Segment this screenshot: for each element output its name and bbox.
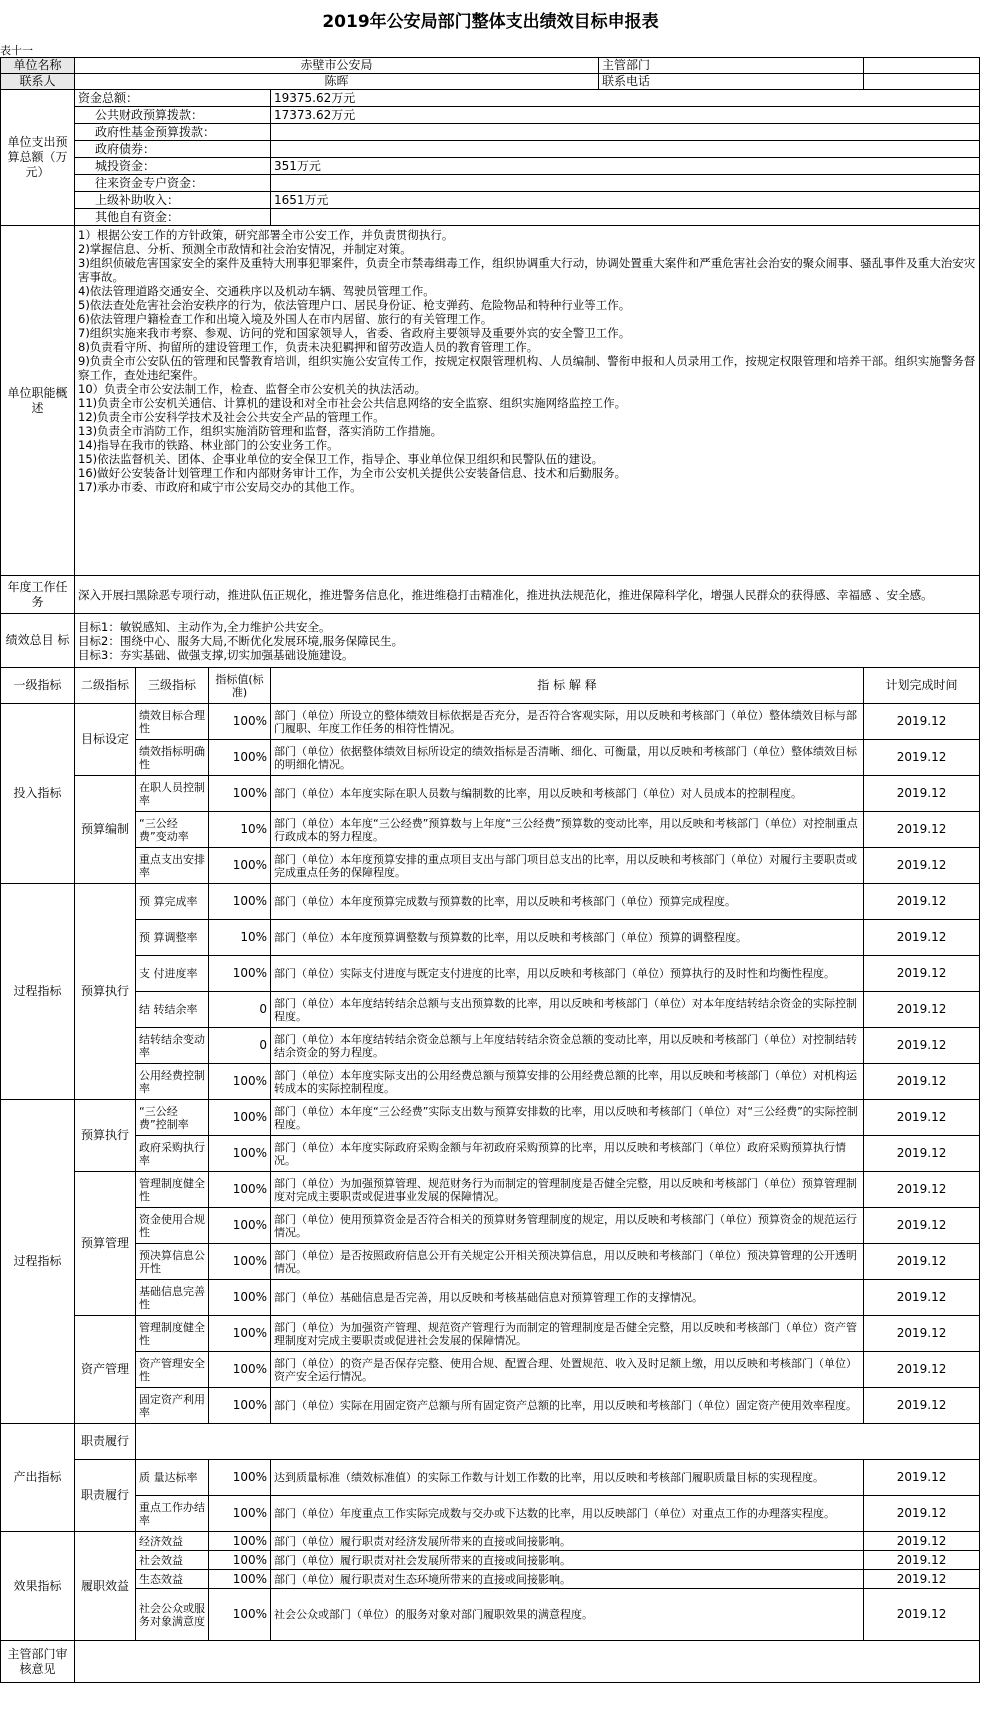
- indicator-name: “三公经费”控制率: [136, 1100, 209, 1136]
- indicator-date: 2019.12: [864, 992, 980, 1028]
- indicator-value: 100%: [209, 1496, 271, 1532]
- budget-row-value: [271, 175, 980, 192]
- header-value: 指标值(标准): [209, 668, 271, 704]
- indicator-value: 0: [209, 992, 271, 1028]
- indicator-name: 资产管理安全性: [136, 1352, 209, 1388]
- indicator-explain: 部门（单位）本年度预算完成数与预算数的比率，用以反映和考核部门（单位）预算完成程度。: [271, 884, 864, 920]
- indicator-date: 2019.12: [864, 1064, 980, 1100]
- duty-item: 13)负责全市消防工作，组织实施消防管理和监督，落实消防工作措施。: [78, 424, 443, 438]
- indicator-explain: 部门（单位）本年度实际在职人员数与编制数的比率，用以反映和考核部门（单位）对人员成本的控制程度。: [271, 776, 864, 812]
- indicator-explain: 部门（单位）使用预算资金是否符合相关的预算财务管理制度的规定，用以反映和考核部门（单位）预算资金的规范运行情况。: [271, 1208, 864, 1244]
- duty-item: 12)负责全市公安科学技术及社会公共安全产品的管理工作。: [78, 410, 385, 424]
- indicator-name: 预 算调整率: [136, 920, 209, 956]
- level1-process: 过程指标: [1, 884, 75, 1100]
- indicator-explain: 部门（单位）实际支付进度与既定支付进度的比率，用以反映和考核部门（单位）预算执行的及时性和均衡性程度。: [271, 956, 864, 992]
- indicator-value: 100%: [209, 884, 271, 920]
- indicator-name: 绩效指标明确性: [136, 740, 209, 776]
- level1-effect: 效果指标: [1, 1532, 75, 1641]
- supervisor-value: [864, 58, 980, 74]
- indicator-value: 10%: [209, 920, 271, 956]
- budget-row-label: 往来资金专户资金：: [75, 175, 271, 192]
- indicator-name: 结转结余变动率: [136, 1028, 209, 1064]
- indicator-name: 社会公众或服务对象满意度: [136, 1589, 209, 1641]
- budget-row-label: 资金总额：: [75, 90, 271, 107]
- budget-label: 单位支出预算总额（万元）: [1, 90, 75, 226]
- indicator-name: 质 量达标率: [136, 1460, 209, 1496]
- indicator-value: 100%: [209, 1208, 271, 1244]
- duty-item: 4)依法管理道路交通安全、交通秩序以及机动车辆、驾驶员管理工作。: [78, 284, 435, 298]
- duty-item: 11)负责全市公安机关通信、计算机的建设和对全市社会公共信息网络的安全监察、组织实施网络监控工作。: [78, 396, 627, 410]
- indicator-date: 2019.12: [864, 1316, 980, 1352]
- indicator-name: 重点工作办结率: [136, 1496, 209, 1532]
- indicator-explain: 部门（单位）履行职责对生态环境所带来的直接或间接影响。: [271, 1570, 864, 1589]
- indicator-name: 社会效益: [136, 1551, 209, 1570]
- indicator-value: 100%: [209, 1388, 271, 1424]
- indicator-explain: 部门（单位）的资产是否保存完整、使用合规、配置合理、处置规范、收入及时足额上缴，用以反映和考核部门（单位）资产安全运行情况。: [271, 1352, 864, 1388]
- indicator-explain: 部门（单位）本年度预算安排的重点项目支出与部门项目总支出的比率，用以反映和考核部门（单位）对履行主要职责或完成重点任务的保障程度。: [271, 848, 864, 884]
- indicator-explain: 部门（单位）所设立的整体绩效目标依据是否充分，是否符合客观实际，用以反映和考核部门（单位）整体绩效目标与部门履职、年度工作任务的相符性情况。: [271, 704, 864, 740]
- duty-item: 16)做好公安装备计划管理工作和内部财务审计工作，为全市公安机关提供公安装备信息、技术和后勤服务。: [78, 466, 627, 480]
- indicator-value: 100%: [209, 1064, 271, 1100]
- level2-budget-exec-2: 预算执行: [75, 1100, 136, 1172]
- indicator-name: 支 付进度率: [136, 956, 209, 992]
- phone-label: 联系电话: [599, 74, 864, 90]
- indicator-explain: 社会公众或部门（单位）的服务对象对部门履职效果的满意程度。: [271, 1589, 864, 1641]
- indicator-value: 0: [209, 1028, 271, 1064]
- indicator-value: 100%: [209, 1172, 271, 1208]
- level1-output: 产出指标: [1, 1424, 75, 1532]
- indicator-name: “三公经费”变动率: [136, 812, 209, 848]
- indicator-name: 政府采购执行率: [136, 1136, 209, 1172]
- duty-item: 14)指导在我市的铁路、林业部门的公安业务工作。: [78, 438, 339, 452]
- indicator-date: 2019.12: [864, 704, 980, 740]
- level2-duty: 职责履行: [75, 1424, 136, 1460]
- budget-row-value: 19375.62万元: [271, 90, 980, 107]
- table-number: 表十一: [0, 44, 33, 57]
- header-explain: 指 标 解 释: [271, 668, 864, 704]
- indicator-date: 2019.12: [864, 1244, 980, 1280]
- indicator-explain: 部门（单位）为加强预算管理、规范财务行为而制定的管理制度是否健全完整，用以反映和考核部门（单位）预算管理制度对完成主要职责或促进事业发展的保障情况。: [271, 1172, 864, 1208]
- review-label: 主管部门审核意见: [1, 1641, 75, 1683]
- indicator-date: 2019.12: [864, 1388, 980, 1424]
- goal-item: 目标1：敏锐感知、主动作为,全力维护公共安全。: [78, 619, 331, 634]
- unit-name-label: 单位名称: [1, 58, 75, 74]
- indicator-name: 基础信息完善性: [136, 1280, 209, 1316]
- budget-row-value: [271, 124, 980, 141]
- indicator-explain: 部门（单位）实际在用固定资产总额与所有固定资产总额的比率，用以反映和考核部门（单位）固定资产使用效率程度。: [271, 1388, 864, 1424]
- duty-item: 2)掌握信息、分析、预测全市敌情和社会治安情况，并制定对策。: [78, 242, 412, 256]
- goal-item: 目标2：围绕中心、服务大局,不断优化发展环境,服务保障民生。: [78, 633, 404, 648]
- indicator-date: 2019.12: [864, 848, 980, 884]
- indicator-explain: 部门（单位）本年度“三公经费”实际支出数与预算安排数的比率，用以反映和考核部门（单位）对“三公经费”的实际控制程度。: [271, 1100, 864, 1136]
- budget-row-label: 公共财政预算拨款：: [75, 107, 271, 124]
- duty-item: 7)组织实施来我市考察、参观、访问的党和国家领导人，省委、省政府主要领导及重要外宾的安全警卫工作。: [78, 326, 631, 340]
- indicator-value: 100%: [209, 776, 271, 812]
- level2-asset-mgmt: 资产管理: [75, 1316, 136, 1424]
- goals-list: [75, 614, 980, 668]
- duty-item: 9)负责全市公安队伍的管理和民警教育培训，组织实施公安宣传工作，按规定权限管理机构、人员编制、警衔申报和人员录用工作，按规定权限管理和培养干部。组织实施警务督察工作，查处违纪案件。: [78, 354, 976, 382]
- indicator-name: 重点支出安排率: [136, 848, 209, 884]
- level1-process-2: 过程指标: [1, 1100, 75, 1424]
- phone-value: [864, 74, 980, 90]
- indicator-date: 2019.12: [864, 1280, 980, 1316]
- duty-label: 单位职能概 述: [1, 226, 75, 576]
- indicator-name: 预决算信息公开性: [136, 1244, 209, 1280]
- budget-row-value: 351万元: [271, 158, 980, 175]
- indicator-date: 2019.12: [864, 1028, 980, 1064]
- indicator-explain: 部门（单位）基础信息是否完善，用以反映和考核基础信息对预算管理工作的支撑情况。: [271, 1280, 864, 1316]
- duty-item: 17)承办市委、市政府和咸宁市公安局交办的其他工作。: [78, 480, 362, 494]
- indicator-date: 2019.12: [864, 1352, 980, 1388]
- indicator-date: 2019.12: [864, 812, 980, 848]
- duty-item: 1）根据公安工作的方针政策，研究部署全市公安工作，并负责贯彻执行。: [78, 228, 454, 242]
- indicator-date: 2019.12: [864, 1460, 980, 1496]
- contact-value: 陈晖: [75, 74, 599, 90]
- duty-item: 5)依法查处危害社会治安秩序的行为，依法管理户口、居民身份证、枪支弹药、危险物品和特种行业等工作。: [78, 298, 631, 312]
- indicator-name: 在职人员控制率: [136, 776, 209, 812]
- budget-row-label: 政府债券：: [75, 141, 271, 158]
- duty-item: 6)依法管理户籍检查工作和出境入境及外国人在市内居留、旅行的有关管理工作。: [78, 312, 493, 326]
- indicator-date: 2019.12: [864, 1136, 980, 1172]
- level2-benefit: 履职效益: [75, 1532, 136, 1641]
- header-date: 计划完成时间: [864, 668, 980, 704]
- budget-row-label: 其他自有资金：: [75, 209, 271, 226]
- budget-row-value: [271, 141, 980, 158]
- indicator-name: 资金使用合规性: [136, 1208, 209, 1244]
- indicator-explain: 部门（单位）为加强资产管理、规范资产管理行为而制定的管理制度是否健全完整，用以反映和考核部门（单位）资产管理制度对完成主要职责或促进社会发展的保障情况。: [271, 1316, 864, 1352]
- indicator-value: 100%: [209, 1532, 271, 1551]
- header-level2: 二级指标: [75, 668, 136, 704]
- page-title: 2019年公安局部门整体支出绩效目标申报表: [322, 12, 659, 32]
- indicator-value: 100%: [209, 1244, 271, 1280]
- indicator-explain: 部门（单位）依据整体绩效目标所设定的绩效指标是否清晰、细化、可衡量，用以反映和考核部门（单位）整体绩效目标的明细化情况。: [271, 740, 864, 776]
- indicator-explain: 部门（单位）本年度结转结余总额与支出预算数的比率，用以反映和考核部门（单位）对本年度结转结余资金的实际控制程度。: [271, 992, 864, 1028]
- duty-item: 8)负责看守所、拘留所的建设管理工作，负责未决犯羁押和留劳改造人员的教育管理工作。: [78, 340, 539, 354]
- header-level3: 三级指标: [136, 668, 209, 704]
- duty-list: [75, 226, 980, 576]
- indicator-date: 2019.12: [864, 776, 980, 812]
- indicator-value: 100%: [209, 1589, 271, 1641]
- indicator-date: 2019.12: [864, 740, 980, 776]
- level2-duty-2: 职责履行: [75, 1460, 136, 1532]
- unit-name-value: 赤壁市公安局: [75, 58, 599, 74]
- indicator-date: 2019.12: [864, 1100, 980, 1136]
- goals-label: 绩效总目 标: [1, 614, 75, 668]
- duty-item: 15)依法监督机关、团体、企事业单位的安全保卫工作，指导企、事业单位保卫组织和民警队伍的建设。: [78, 452, 604, 466]
- indicator-explain: 部门（单位）履行职责对经济发展所带来的直接或间接影响。: [271, 1532, 864, 1551]
- contact-label: 联系人: [1, 74, 75, 90]
- indicator-explain: 部门（单位）本年度“三公经费”预算数与上年度“三公经费”预算数的变动比率，用以反映和考核部门（单位）对控制重点行政成本的努力程度。: [271, 812, 864, 848]
- indicator-value: 100%: [209, 1551, 271, 1570]
- level2-budget-mgmt: 预算管理: [75, 1172, 136, 1316]
- indicator-value: 100%: [209, 1100, 271, 1136]
- budget-row-value: 1651万元: [271, 192, 980, 209]
- indicator-value: 100%: [209, 1136, 271, 1172]
- indicator-explain: 部门（单位）本年度实际政府采购金额与年初政府采购预算的比率，用以反映和考核部门（单位）政府采购预算执行情况。: [271, 1136, 864, 1172]
- indicator-date: 2019.12: [864, 920, 980, 956]
- indicator-name: 管理制度健全性: [136, 1316, 209, 1352]
- indicator-value: 100%: [209, 1352, 271, 1388]
- indicator-value: 100%: [209, 1570, 271, 1589]
- indicator-value: 100%: [209, 1316, 271, 1352]
- indicator-name: 结 转结余率: [136, 992, 209, 1028]
- indicator-date: 2019.12: [864, 1208, 980, 1244]
- indicator-explain: 部门（单位）本年度预算调整数与预算数的比率，用以反映和考核部门（单位）预算的调整程度。: [271, 920, 864, 956]
- annual-task-label: 年度工作任 务: [1, 576, 75, 614]
- indicator-explain: 部门（单位）履行职责对社会发展所带来的直接或间接影响。: [271, 1551, 864, 1570]
- budget-row-label: 城投资金：: [75, 158, 271, 175]
- performance-table: [0, 57, 980, 1683]
- indicator-explain: 部门（单位）本年度实际支出的公用经费总额与预算安排的公用经费总额的比率，用以反映和考核部门（单位）对机构运转成本的实际控制程度。: [271, 1064, 864, 1100]
- indicator-value: 100%: [209, 704, 271, 740]
- indicator-name: 绩效目标合理性: [136, 704, 209, 740]
- budget-row-label: 政府性基金预算拨款：: [75, 124, 271, 141]
- duty-item: 10）负责全市公安法制工作，检查、监督全市公安机关的执法活动。: [78, 382, 427, 396]
- indicator-name: 生态效益: [136, 1570, 209, 1589]
- indicator-explain: 部门（单位）是否按照政府信息公开有关规定公开相关预决算信息，用以反映和考核部门（单位）预决算管理的公开透明情况。: [271, 1244, 864, 1280]
- budget-row-label: 上级补助收入：: [75, 192, 271, 209]
- level2-budget-exec: 预算执行: [75, 884, 136, 1100]
- indicator-value: 100%: [209, 848, 271, 884]
- budget-row-value: [271, 209, 980, 226]
- indicator-date: 2019.12: [864, 1551, 980, 1570]
- indicator-date: 2019.12: [864, 1496, 980, 1532]
- indicator-date: 2019.12: [864, 1532, 980, 1551]
- duty-item: 3)组织侦破危害国家安全的案件及重特大刑事犯罪案件，负责全市禁毒缉毒工作，组织协调重大行动，协调处置重大案件和严重危害社会治安的聚众闹事、骚乱事件及重大治安灾害事故。: [78, 256, 976, 284]
- indicator-value: 10%: [209, 812, 271, 848]
- indicator-date: 2019.12: [864, 1172, 980, 1208]
- indicator-date: 2019.12: [864, 1589, 980, 1641]
- indicator-date: 2019.12: [864, 884, 980, 920]
- level1-input: 投入指标: [1, 704, 75, 884]
- indicator-name: 经济效益: [136, 1532, 209, 1551]
- indicator-value: 100%: [209, 1460, 271, 1496]
- budget-row-value: 17373.62万元: [271, 107, 980, 124]
- indicator-explain: 达到质量标准（绩效标准值）的实际工作数与计划工作数的比率，用以反映和考核部门履职质量目标的实现程度。: [271, 1460, 864, 1496]
- indicator-name: 固定资产利用率: [136, 1388, 209, 1424]
- goal-item: 目标3：夯实基础、做强支撑,切实加强基础设施建设。: [78, 647, 354, 662]
- indicator-name: 公用经费控制率: [136, 1064, 209, 1100]
- level2-target-setting: 目标设定: [75, 704, 136, 776]
- indicator-value: 100%: [209, 1280, 271, 1316]
- indicator-explain: 部门（单位）年度重点工作实际完成数与交办或下达数的比率，用以反映部门（单位）对重点工作的办理落实程度。: [271, 1496, 864, 1532]
- supervisor-label: 主管部门: [599, 58, 864, 74]
- indicator-value: 100%: [209, 956, 271, 992]
- indicator-date: 2019.12: [864, 1570, 980, 1589]
- review-value: [75, 1641, 980, 1683]
- indicator-value: 100%: [209, 740, 271, 776]
- level2-budget-prep: 预算编制: [75, 776, 136, 884]
- indicator-date: 2019.12: [864, 956, 980, 992]
- indicator-name: 管理制度健全性: [136, 1172, 209, 1208]
- empty-duty-row: [136, 1424, 980, 1460]
- header-level1: 一级指标: [1, 668, 75, 704]
- indicator-explain: 部门（单位）本年度结转结余资金总额与上年度结转结余资金总额的变动比率，用以反映和考核部门（单位）对控制结转结余资金的努力程度。: [271, 1028, 864, 1064]
- indicator-name: 预 算完成率: [136, 884, 209, 920]
- annual-task-value: 深入开展扫黑除恶专项行动，推进队伍正规化，推进警务信息化，推进维稳打击精准化，推进执法规范化，推进保障科学化，增强人民群众的获得感、幸福感 、安全感。: [75, 576, 980, 614]
